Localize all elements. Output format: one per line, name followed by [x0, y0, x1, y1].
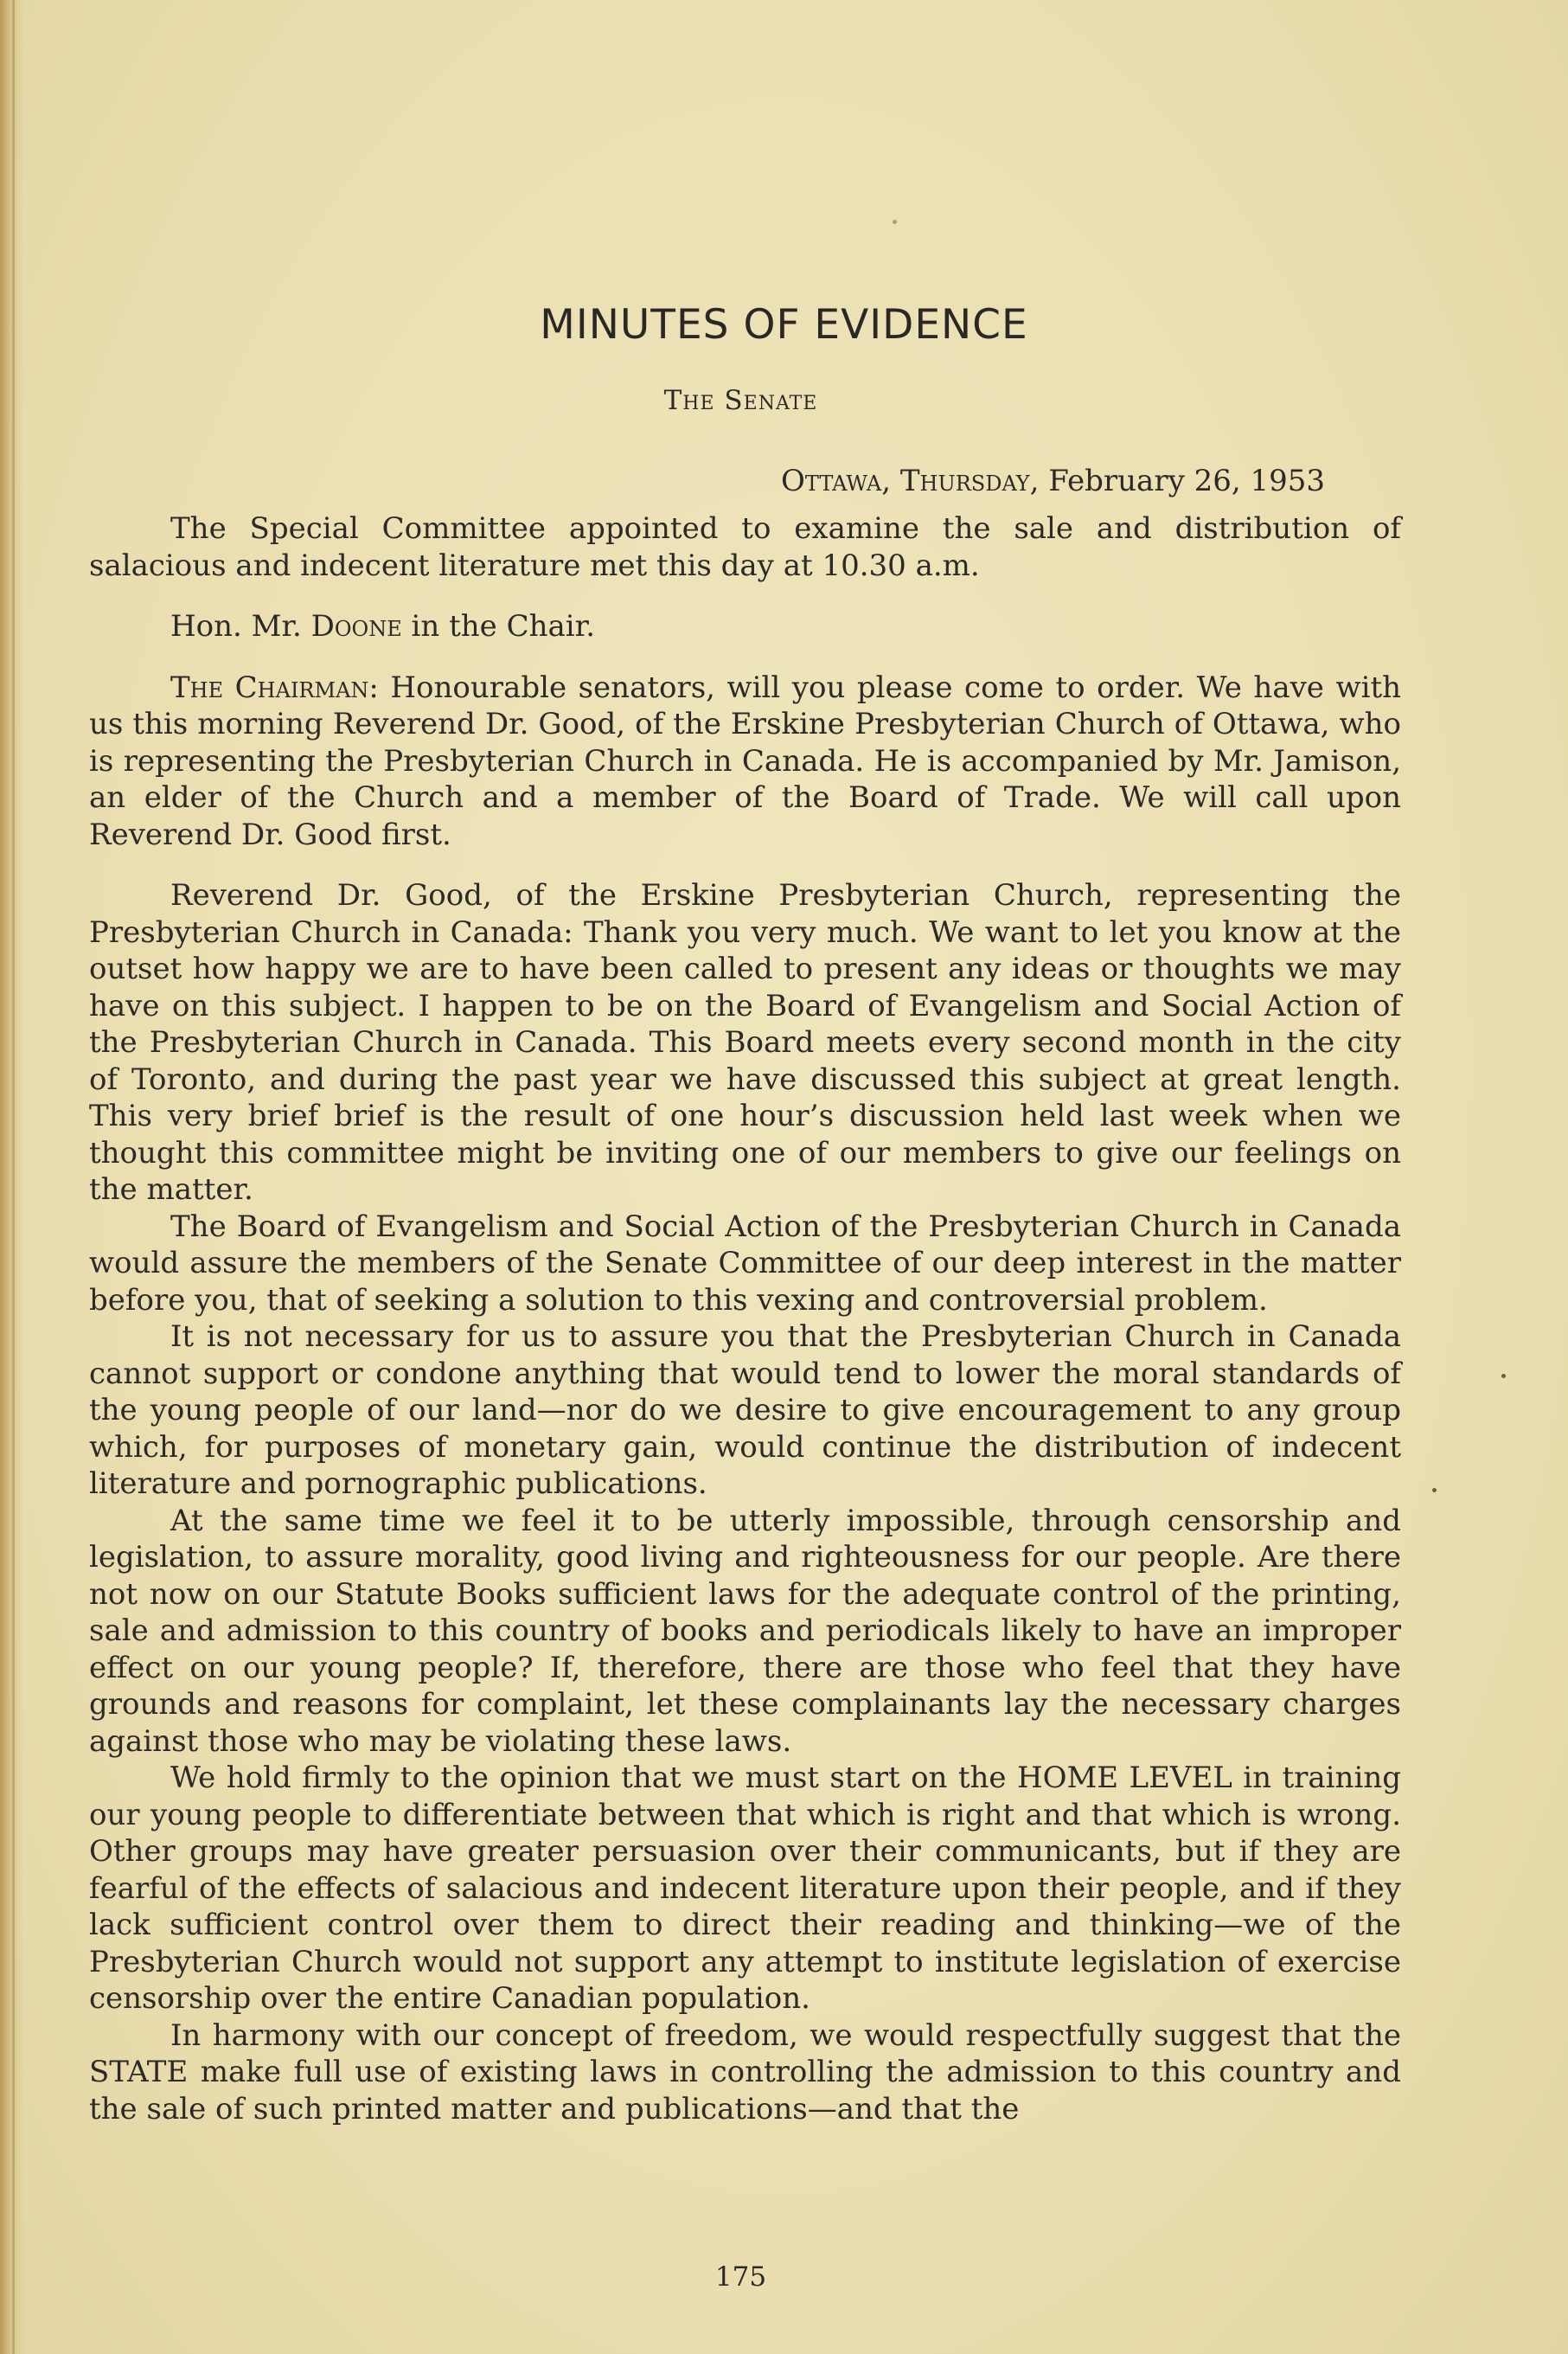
margin-speck — [1432, 1488, 1437, 1492]
opening-paragraph: The Special Committee appointed to examine the sale and distribution of salacious and indecent literature met this day at 10.30 a.m. — [89, 511, 1401, 583]
chairman-speaker: The Chairman: — [170, 670, 379, 705]
body-text — [89, 510, 1401, 2127]
chair-prefix: Hon. Mr. — [170, 609, 302, 644]
paragraph: In harmony with our concept of freedom, we would respectfully suggest that the STATE make full use of existing laws in controlling the admission to this country and the sale of such printed matter and publications—and that the — [89, 2017, 1401, 2126]
dateline-day: Thursday, — [899, 464, 1040, 498]
margin-speck — [893, 220, 897, 224]
page-subtitle: The Senate — [663, 385, 818, 416]
dateline-place: Ottawa, — [781, 464, 892, 498]
margin-speck — [1501, 1374, 1506, 1378]
chair-paragraph — [89, 608, 1401, 645]
chair-suffix: in the Chair. — [411, 609, 595, 644]
chairman-text: Honourable senators, will you please come to order. We have with us this morning Reverend Dr. Good, of the Erskine Presbyterian Church of Ottawa, who is representing the Presbyterian Church in Canada. He is accompanied by Mr. Jamison, an elder of the Church and a member of the Board of Trade. We will call upon Reverend Dr. Good first. — [89, 670, 1402, 852]
paragraph: The Board of Evangelism and Social Action of the Presbyterian Church in Canada would assure the members of the Senate Committee of our deep interest in the matter before you, that of seeking a solution to this vexing and controversial problem. — [89, 1209, 1401, 1318]
paragraph: We hold firmly to the opinion that we must start on the HOME LEVEL in training our young people to differentiate between that which is right and that which is wrong. Other groups may have greater persuasion over their communicants, but if they are fearful of the effects of salacious and indecent literature upon their people, and if they lack sufficient control over them to direct their reading and thinking—we of the Presbyterian Church would not support any attempt to institute legislation of exercise censorship over the entire Canadian population. — [89, 1761, 1401, 2016]
dateline — [781, 464, 1325, 498]
dateline-date: February 26, 1953 — [1048, 464, 1325, 498]
binding-crease — [12, 0, 15, 2354]
chair-name: Doone — [310, 609, 402, 644]
paragraph: At the same time we feel it to be utterly impossible, through censorship and legislation, to assure morality, good living and righteousness for our people. Are there not now on our Statute Books sufficient laws for the adequate control of the printing, sale and admission to this country of books and periodicals likely to have an improper effect on our young people? If, therefore, there are those who feel that they have grounds and reasons for complaint, let these complainants lay the necessary charges against those who may be violating these laws. — [89, 1503, 1401, 1759]
paragraph: Reverend Dr. Good, of the Erskine Presbyterian Church, representing the Presbyterian Church in Canada: Thank you very much. We want to let you know at the outset how happy we are to have been called to present any ideas or thoughts we may have on this subject. I happen to be on the Board of Evangelism and Social Action of the Presbyterian Church in Canada. This Board meets every second month in the city of Toronto, and during the past year we have discussed this subject at great length. This very brief brief is the result of one hour’s discussion held last week when we thought this committee might be inviting one of our members to give our feelings on the matter. — [89, 878, 1401, 1207]
paragraph: It is not necessary for us to assure you that the Presbyterian Church in Canada cannot support or condone anything that would tend to lower the moral standards of the young people of our land—nor do we desire to give encouragement to any group which, for purposes of monetary gain, would continue the distribution of indecent literature and pornographic publications. — [89, 1319, 1401, 1501]
page-number: 175 — [714, 2261, 767, 2293]
page-title: MINUTES OF EVIDENCE — [540, 301, 1028, 349]
chairman-paragraph — [89, 670, 1401, 854]
